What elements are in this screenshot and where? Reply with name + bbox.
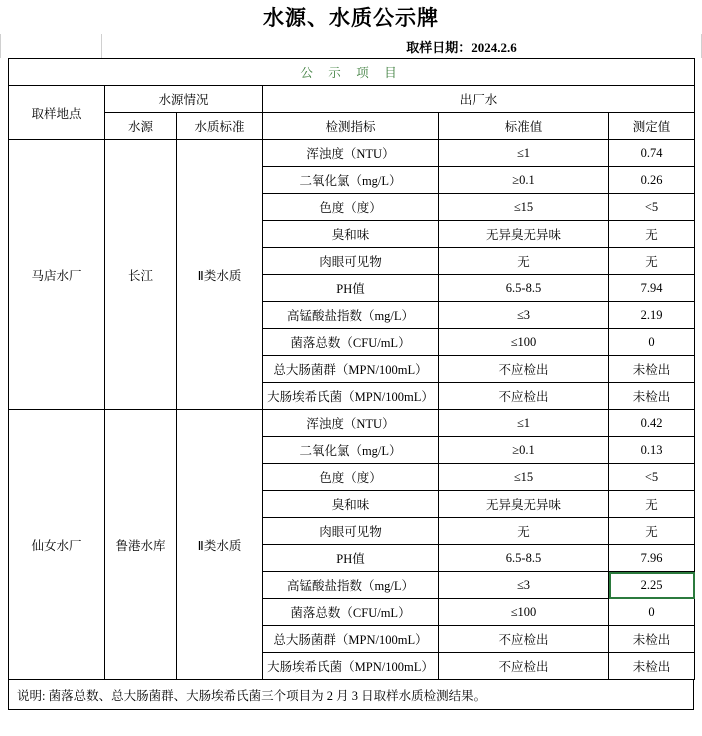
index-cell: 臭和味: [263, 491, 439, 518]
standard-value-cell: 不应检出: [439, 383, 609, 410]
index-cell: 高锰酸盐指数（mg/L）: [263, 302, 439, 329]
index-cell: 菌落总数（CFU/mL）: [263, 329, 439, 356]
header-site: 取样地点: [9, 86, 105, 140]
water-quality-table: [8, 58, 695, 680]
measured-value-cell[interactable]: 0.42: [609, 410, 695, 437]
table-row: [9, 410, 695, 437]
header-row-2: [9, 113, 695, 140]
plant-standard-cell: Ⅱ类水质: [177, 410, 263, 680]
index-cell: PH值: [263, 545, 439, 572]
measured-value-cell[interactable]: 0: [609, 599, 695, 626]
plant-name-cell: 仙女水厂: [9, 410, 105, 680]
measured-value-cell[interactable]: 无: [609, 221, 695, 248]
measured-value-cell[interactable]: 7.94: [609, 275, 695, 302]
page-title: 水源、水质公示牌: [263, 6, 439, 30]
standard-value-cell: ≤15: [439, 464, 609, 491]
measured-value-cell[interactable]: 未检出: [609, 383, 695, 410]
measured-value-cell[interactable]: 无: [609, 518, 695, 545]
standard-value-cell: 不应检出: [439, 653, 609, 680]
standard-value-cell: 无: [439, 518, 609, 545]
header-source: 水源: [105, 113, 177, 140]
plant-source-cell: 长江: [105, 140, 177, 410]
index-cell: 色度（度）: [263, 194, 439, 221]
banner-row: [9, 59, 695, 86]
measured-value-cell-selected[interactable]: 2.25: [609, 572, 695, 599]
measured-value-cell[interactable]: <5: [609, 194, 695, 221]
standard-value-cell: ≤100: [439, 329, 609, 356]
index-cell: 肉眼可见物: [263, 248, 439, 275]
index-cell: 浑浊度（NTU）: [263, 140, 439, 167]
index-cell: 浑浊度（NTU）: [263, 410, 439, 437]
standard-value-cell: 6.5-8.5: [439, 545, 609, 572]
index-cell: 二氧化氯（mg/L）: [263, 437, 439, 464]
standard-value-cell: ≥0.1: [439, 437, 609, 464]
index-cell: 大肠埃希氏菌（MPN/100mL）: [263, 653, 439, 680]
index-cell: 总大肠菌群（MPN/100mL）: [263, 356, 439, 383]
plant-name-cell: 马店水厂: [9, 140, 105, 410]
note-row: [8, 680, 694, 710]
header-water-source-group: 水源情况: [105, 86, 263, 113]
index-cell: 肉眼可见物: [263, 518, 439, 545]
measured-value-cell[interactable]: 未检出: [609, 626, 695, 653]
plant-standard-cell: Ⅱ类水质: [177, 140, 263, 410]
measured-value-cell[interactable]: 0.13: [609, 437, 695, 464]
measured-value-cell[interactable]: 未检出: [609, 356, 695, 383]
measured-value-cell[interactable]: 0.26: [609, 167, 695, 194]
table-row: [9, 140, 695, 167]
measured-value-cell[interactable]: 无: [609, 491, 695, 518]
measured-value-cell[interactable]: 2.19: [609, 302, 695, 329]
standard-value-cell: ≥0.1: [439, 167, 609, 194]
standard-value-cell: ≤15: [439, 194, 609, 221]
standard-value-cell: 不应检出: [439, 626, 609, 653]
plant-source-cell: 鲁港水库: [105, 410, 177, 680]
standard-value-cell: ≤3: [439, 302, 609, 329]
header-quality-standard: 水质标准: [177, 113, 263, 140]
index-cell: 高锰酸盐指数（mg/L）: [263, 572, 439, 599]
measured-value-cell[interactable]: 0: [609, 329, 695, 356]
standard-value-cell: 无: [439, 248, 609, 275]
sampling-date: 取样日期：2024.2.6: [406, 39, 517, 55]
standard-value-cell: 无异臭无异味: [439, 221, 609, 248]
index-cell: PH值: [263, 275, 439, 302]
sampling-date-row: [0, 34, 702, 58]
measured-value-cell[interactable]: 7.96: [609, 545, 695, 572]
index-cell: 大肠埃希氏菌（MPN/100mL）: [263, 383, 439, 410]
blank-cell: [1, 34, 102, 58]
standard-value-cell: ≤100: [439, 599, 609, 626]
header-row-1: [9, 86, 695, 113]
measured-value-cell[interactable]: 无: [609, 248, 695, 275]
header-index: 检测指标: [263, 113, 439, 140]
standard-value-cell: 无异臭无异味: [439, 491, 609, 518]
measured-value-cell[interactable]: 未检出: [609, 653, 695, 680]
header-measured-value: 测定值: [609, 113, 695, 140]
index-cell: 色度（度）: [263, 464, 439, 491]
measured-value-cell[interactable]: 0.74: [609, 140, 695, 167]
index-cell: 臭和味: [263, 221, 439, 248]
standard-value-cell: ≤1: [439, 410, 609, 437]
index-cell: 二氧化氯（mg/L）: [263, 167, 439, 194]
index-cell: 总大肠菌群（MPN/100mL）: [263, 626, 439, 653]
banner-cell: 公 示 项 目: [9, 59, 695, 86]
measured-value-cell[interactable]: <5: [609, 464, 695, 491]
index-cell: 菌落总数（CFU/mL）: [263, 599, 439, 626]
standard-value-cell: ≤3: [439, 572, 609, 599]
standard-value-cell: 不应检出: [439, 356, 609, 383]
standard-value-cell: 6.5-8.5: [439, 275, 609, 302]
title-row: [0, 0, 702, 34]
standard-value-cell: ≤1: [439, 140, 609, 167]
header-standard-value: 标准值: [439, 113, 609, 140]
header-outlet-group: 出厂水: [263, 86, 695, 113]
note-text: 说明: 菌落总数、总大肠菌群、大肠埃希氏菌三个项目为 2 月 3 日取样水质检测结果。: [17, 688, 487, 703]
